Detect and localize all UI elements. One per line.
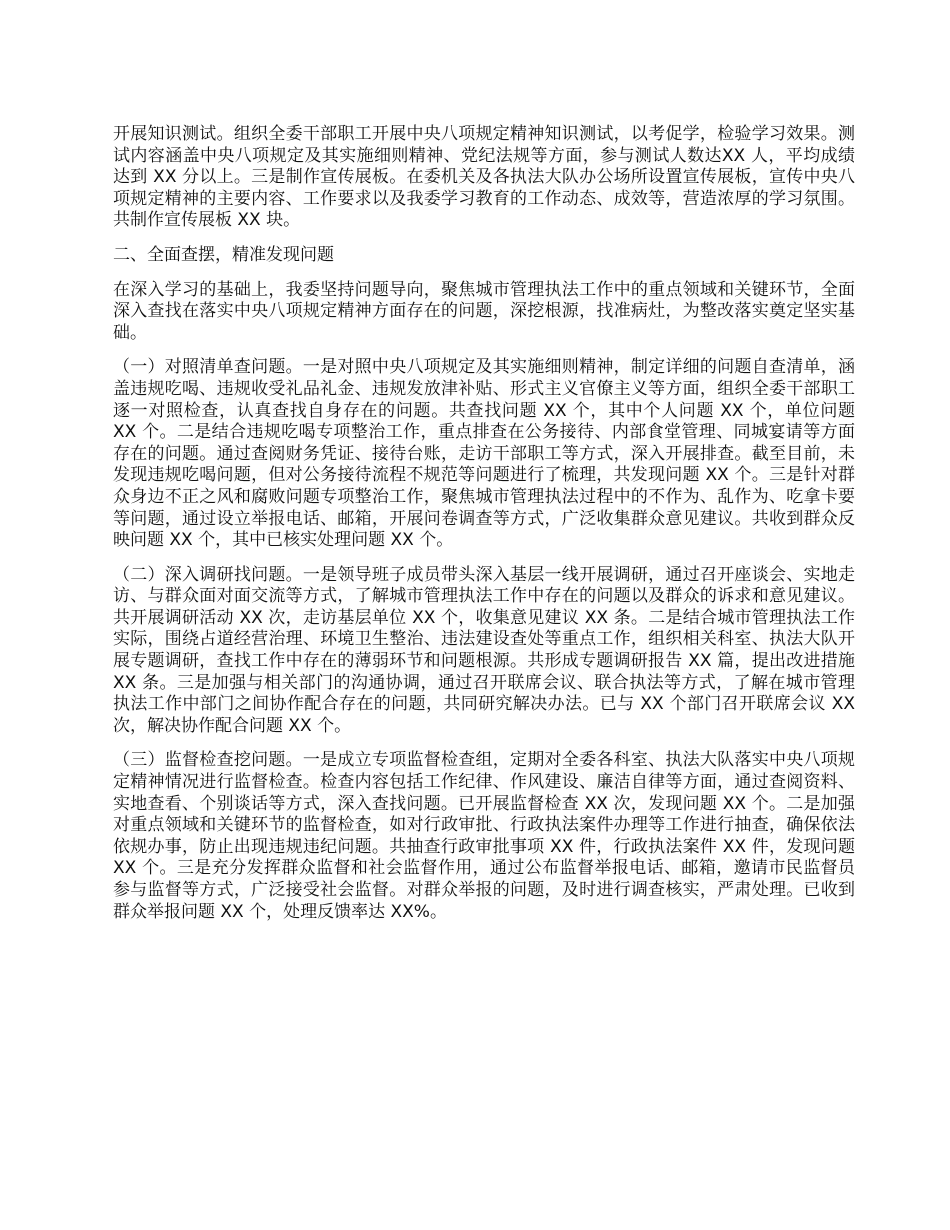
paragraph-section-intro: 在深入学习的基础上，我委坚持问题导向，聚焦城市管理执法工作中的重点领域和关键环节，全面深入查找在落实中央八项规定精神方面存在的问题，深挖根源，找准病灶，为整改落实奠定坚实基础。 bbox=[113, 279, 855, 343]
document-page bbox=[113, 124, 855, 936]
paragraph-supervision: （三）监督检查挖问题。一是成立专项监督检查组，定期对全委各科室、执法大队落实中央八项规定精神情况进行监督检查。检查内容包括工作纪律、作风建设、廉洁自律等方面，通过查阅资料、实地查看、个别谈话等方式，深入查找问题。已开展监督检查 XX 次，发现问题 XX 个。二是加强对重点领域和关键环节的监督检查，如对行政审批、行政执法案件办理等工作进行抽查，确保依法依规办事，防止出现违规违纪问题。共抽查行政审批事项 XX 件，行政执法案件 XX 件，发现问题 XX 个。三是充分发挥群众监督和社会监督作用，通过公布监督举报电话、邮箱，邀请市民监督员参与监督等方式，广泛接受社会监督。对群众举报的问题，及时进行调查核实，严肃处理。已收到群众举报问题 XX 个，处理反馈率达 XX%。 bbox=[113, 750, 855, 922]
paragraph-knowledge-test: 开展知识测试。组织全委干部职工开展中央八项规定精神知识测试，以考促学，检验学习效果。测试内容涵盖中央八项规定及其实施细则精神、党纪法规等方面，参与测试人数达XX 人，平均成绩达到 XX 分以上。三是制作宣传展板。在委机关及各执法大队办公场所设置宣传展板，宣传中央八项规定精神的主要内容、工作要求以及我委学习教育的工作动态、成效等，营造浓厚的学习氛围。共制作宣传展板 XX 块。 bbox=[113, 124, 855, 231]
paragraph-checklist: （一）对照清单查问题。一是对照中央八项规定及其实施细则精神，制定详细的问题自查清单，涵盖违规吃喝、违规收受礼品礼金、违规发放津补贴、形式主义官僚主义等方面，组织全委干部职工逐一对照检查，认真查找自身存在的问题。共查找问题 XX 个，其中个人问题 XX 个，单位问题 XX 个。二是结合违规吃喝专项整治工作，重点排查在公务接待、内部食堂管理、同城宴请等方面存在的问题。通过查阅财务凭证、接待台账，走访干部职工等方式，深入开展排查。截至目前，未发现违规吃喝问题，但对公务接待流程不规范等问题进行了梳理，共发现问题 XX 个。三是针对群众身边不正之风和腐败问题专项整治工作，聚焦城市管理执法过程中的不作为、乱作为、吃拿卡要等问题，通过设立举报电话、邮箱，开展问卷调查等方式，广泛收集群众意见建议。共收到群众反映问题 XX 个，其中已核实处理问题 XX 个。 bbox=[113, 357, 855, 551]
paragraph-research: （二）深入调研找问题。一是领导班子成员带头深入基层一线开展调研，通过召开座谈会、实地走访、与群众面对面交流等方式，了解城市管理执法工作中存在的问题以及群众的诉求和意见建议。共开展调研活动 XX 次，走访基层单位 XX 个，收集意见建议 XX 条。二是结合城市管理执法工作实际，围绕占道经营治理、环境卫生整治、违法建设查处等重点工作，组织相关科室、执法大队开展专题调研，查找工作中存在的薄弱环节和问题根源。共形成专题调研报告 XX 篇，提出改进措施 XX 条。三是加强与相关部门的沟通协调，通过召开联席会议、联合执法等方式，了解在城市管理执法工作中部门之间协作配合存在的问题，共同研究解决办法。已与 XX 个部门召开联席会议 XX 次，解决协作配合问题 XX 个。 bbox=[113, 564, 855, 736]
section-heading-2: 二、全面查摆，精准发现问题 bbox=[113, 244, 334, 265]
